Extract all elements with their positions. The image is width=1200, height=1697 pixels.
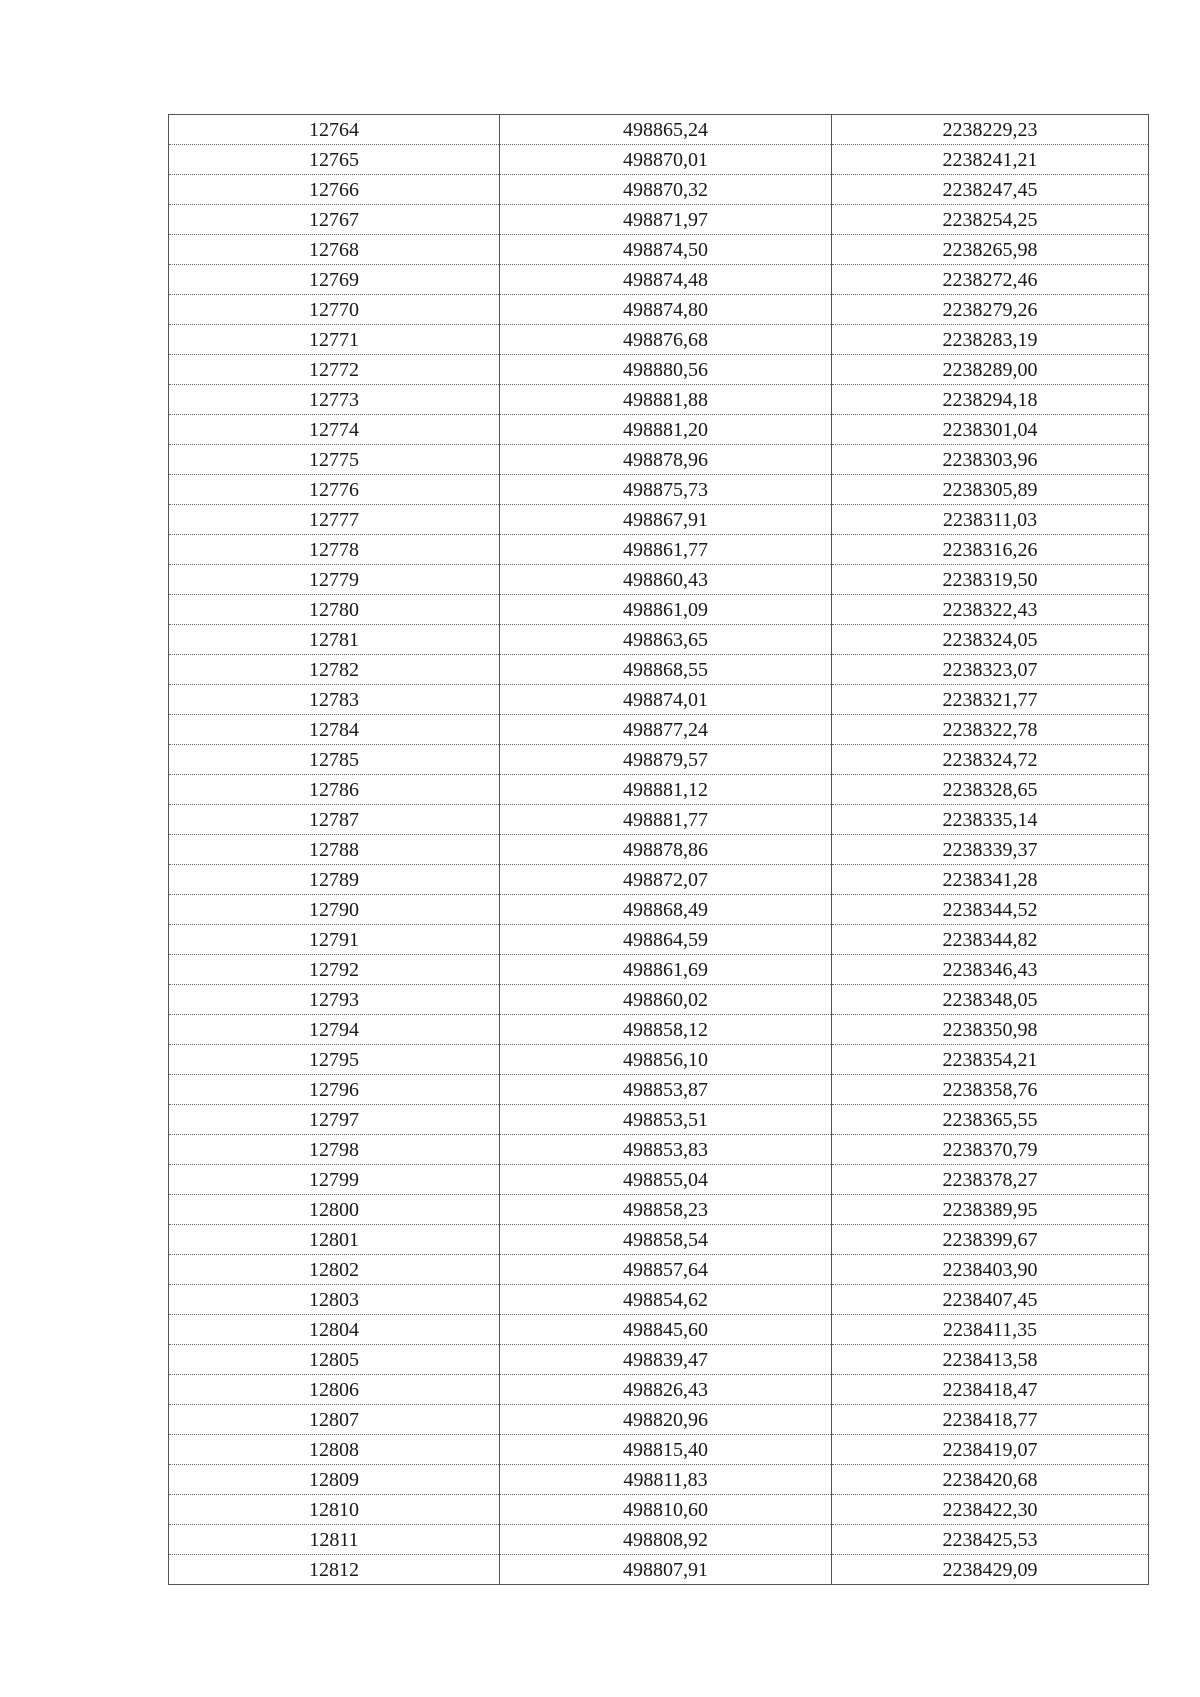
x-coordinate-cell: 498858,54: [500, 1225, 832, 1255]
table-row: [169, 535, 1149, 565]
table-row: [169, 295, 1149, 325]
point-number-cell: 12783: [169, 685, 500, 715]
x-coordinate-cell: 498861,77: [500, 535, 832, 565]
table-row: [169, 175, 1149, 205]
point-number-cell: 12774: [169, 415, 500, 445]
y-coordinate-cell: 2238322,78: [832, 715, 1149, 745]
x-coordinate-cell: 498861,69: [500, 955, 832, 985]
x-coordinate-cell: 498839,47: [500, 1345, 832, 1375]
x-coordinate-cell: 498854,62: [500, 1285, 832, 1315]
y-coordinate-cell: 2238346,43: [832, 955, 1149, 985]
table-row: [169, 805, 1149, 835]
y-coordinate-cell: 2238247,45: [832, 175, 1149, 205]
y-coordinate-cell: 2238344,82: [832, 925, 1149, 955]
y-coordinate-cell: 2238365,55: [832, 1105, 1149, 1135]
table-row: [169, 505, 1149, 535]
point-number-cell: 12800: [169, 1195, 500, 1225]
y-coordinate-cell: 2238418,47: [832, 1375, 1149, 1405]
table-row: [169, 325, 1149, 355]
table-row: [169, 715, 1149, 745]
x-coordinate-cell: 498877,24: [500, 715, 832, 745]
y-coordinate-cell: 2238403,90: [832, 1255, 1149, 1285]
y-coordinate-cell: 2238265,98: [832, 235, 1149, 265]
x-coordinate-cell: 498868,49: [500, 895, 832, 925]
x-coordinate-cell: 498853,83: [500, 1135, 832, 1165]
point-number-cell: 12764: [169, 115, 500, 145]
x-coordinate-cell: 498878,96: [500, 445, 832, 475]
x-coordinate-cell: 498872,07: [500, 865, 832, 895]
point-number-cell: 12802: [169, 1255, 500, 1285]
y-coordinate-cell: 2238335,14: [832, 805, 1149, 835]
table-row: [169, 1225, 1149, 1255]
point-number-cell: 12769: [169, 265, 500, 295]
x-coordinate-cell: 498845,60: [500, 1315, 832, 1345]
y-coordinate-cell: 2238322,43: [832, 595, 1149, 625]
x-coordinate-cell: 498811,83: [500, 1465, 832, 1495]
x-coordinate-cell: 498826,43: [500, 1375, 832, 1405]
table-row: [169, 145, 1149, 175]
y-coordinate-cell: 2238321,77: [832, 685, 1149, 715]
y-coordinate-cell: 2238301,04: [832, 415, 1149, 445]
y-coordinate-cell: 2238399,67: [832, 1225, 1149, 1255]
point-number-cell: 12768: [169, 235, 500, 265]
y-coordinate-cell: 2238289,00: [832, 355, 1149, 385]
x-coordinate-cell: 498874,80: [500, 295, 832, 325]
table-row: [169, 625, 1149, 655]
point-number-cell: 12779: [169, 565, 500, 595]
y-coordinate-cell: 2238324,05: [832, 625, 1149, 655]
x-coordinate-cell: 498878,86: [500, 835, 832, 865]
point-number-cell: 12785: [169, 745, 500, 775]
point-number-cell: 12808: [169, 1435, 500, 1465]
point-number-cell: 12799: [169, 1165, 500, 1195]
table-row: [169, 1555, 1149, 1585]
x-coordinate-cell: 498853,51: [500, 1105, 832, 1135]
coordinates-table-body: [169, 115, 1149, 1585]
table-row: [169, 1465, 1149, 1495]
table-row: [169, 385, 1149, 415]
y-coordinate-cell: 2238229,23: [832, 115, 1149, 145]
x-coordinate-cell: 498861,09: [500, 595, 832, 625]
y-coordinate-cell: 2238419,07: [832, 1435, 1149, 1465]
y-coordinate-cell: 2238348,05: [832, 985, 1149, 1015]
x-coordinate-cell: 498807,91: [500, 1555, 832, 1585]
point-number-cell: 12805: [169, 1345, 500, 1375]
y-coordinate-cell: 2238303,96: [832, 445, 1149, 475]
x-coordinate-cell: 498874,50: [500, 235, 832, 265]
point-number-cell: 12772: [169, 355, 500, 385]
table-row: [169, 1435, 1149, 1465]
y-coordinate-cell: 2238319,50: [832, 565, 1149, 595]
x-coordinate-cell: 498881,12: [500, 775, 832, 805]
y-coordinate-cell: 2238305,89: [832, 475, 1149, 505]
x-coordinate-cell: 498880,56: [500, 355, 832, 385]
point-number-cell: 12777: [169, 505, 500, 535]
y-coordinate-cell: 2238358,76: [832, 1075, 1149, 1105]
x-coordinate-cell: 498875,73: [500, 475, 832, 505]
point-number-cell: 12776: [169, 475, 500, 505]
table-row: [169, 925, 1149, 955]
y-coordinate-cell: 2238407,45: [832, 1285, 1149, 1315]
table-row: [169, 1315, 1149, 1345]
y-coordinate-cell: 2238283,19: [832, 325, 1149, 355]
point-number-cell: 12795: [169, 1045, 500, 1075]
point-number-cell: 12787: [169, 805, 500, 835]
y-coordinate-cell: 2238328,65: [832, 775, 1149, 805]
table-row: [169, 1345, 1149, 1375]
point-number-cell: 12780: [169, 595, 500, 625]
table-row: [169, 265, 1149, 295]
x-coordinate-cell: 498855,04: [500, 1165, 832, 1195]
table-row: [169, 985, 1149, 1015]
x-coordinate-cell: 498864,59: [500, 925, 832, 955]
y-coordinate-cell: 2238389,95: [832, 1195, 1149, 1225]
point-number-cell: 12798: [169, 1135, 500, 1165]
x-coordinate-cell: 498863,65: [500, 625, 832, 655]
point-number-cell: 12804: [169, 1315, 500, 1345]
y-coordinate-cell: 2238370,79: [832, 1135, 1149, 1165]
point-number-cell: 12807: [169, 1405, 500, 1435]
point-number-cell: 12794: [169, 1015, 500, 1045]
point-number-cell: 12809: [169, 1465, 500, 1495]
point-number-cell: 12770: [169, 295, 500, 325]
point-number-cell: 12796: [169, 1075, 500, 1105]
x-coordinate-cell: 498874,01: [500, 685, 832, 715]
point-number-cell: 12784: [169, 715, 500, 745]
table-row: [169, 235, 1149, 265]
table-row: [169, 835, 1149, 865]
x-coordinate-cell: 498867,91: [500, 505, 832, 535]
point-number-cell: 12797: [169, 1105, 500, 1135]
x-coordinate-cell: 498858,12: [500, 1015, 832, 1045]
table-row: [169, 685, 1149, 715]
y-coordinate-cell: 2238418,77: [832, 1405, 1149, 1435]
table-row: [169, 1135, 1149, 1165]
table-row: [169, 745, 1149, 775]
table-row: [169, 415, 1149, 445]
x-coordinate-cell: 498858,23: [500, 1195, 832, 1225]
table-row: [169, 475, 1149, 505]
point-number-cell: 12792: [169, 955, 500, 985]
table-row: [169, 115, 1149, 145]
y-coordinate-cell: 2238420,68: [832, 1465, 1149, 1495]
table-row: [169, 1045, 1149, 1075]
table-row: [169, 1495, 1149, 1525]
point-number-cell: 12801: [169, 1225, 500, 1255]
y-coordinate-cell: 2238272,46: [832, 265, 1149, 295]
y-coordinate-cell: 2238350,98: [832, 1015, 1149, 1045]
y-coordinate-cell: 2238324,72: [832, 745, 1149, 775]
table-row: [169, 1165, 1149, 1195]
table-row: [169, 1195, 1149, 1225]
x-coordinate-cell: 498868,55: [500, 655, 832, 685]
x-coordinate-cell: 498857,64: [500, 1255, 832, 1285]
point-number-cell: 12806: [169, 1375, 500, 1405]
x-coordinate-cell: 498860,02: [500, 985, 832, 1015]
point-number-cell: 12786: [169, 775, 500, 805]
point-number-cell: 12811: [169, 1525, 500, 1555]
x-coordinate-cell: 498853,87: [500, 1075, 832, 1105]
x-coordinate-cell: 498871,97: [500, 205, 832, 235]
table-row: [169, 1525, 1149, 1555]
x-coordinate-cell: 498810,60: [500, 1495, 832, 1525]
y-coordinate-cell: 2238425,53: [832, 1525, 1149, 1555]
point-number-cell: 12803: [169, 1285, 500, 1315]
x-coordinate-cell: 498881,77: [500, 805, 832, 835]
table-row: [169, 1015, 1149, 1045]
point-number-cell: 12766: [169, 175, 500, 205]
table-row: [169, 1075, 1149, 1105]
point-number-cell: 12765: [169, 145, 500, 175]
table-row: [169, 595, 1149, 625]
x-coordinate-cell: 498874,48: [500, 265, 832, 295]
table-row: [169, 205, 1149, 235]
y-coordinate-cell: 2238279,26: [832, 295, 1149, 325]
x-coordinate-cell: 498815,40: [500, 1435, 832, 1465]
table-row: [169, 895, 1149, 925]
table-row: [169, 355, 1149, 385]
point-number-cell: 12782: [169, 655, 500, 685]
table-row: [169, 655, 1149, 685]
y-coordinate-cell: 2238354,21: [832, 1045, 1149, 1075]
y-coordinate-cell: 2238339,37: [832, 835, 1149, 865]
y-coordinate-cell: 2238294,18: [832, 385, 1149, 415]
x-coordinate-cell: 498879,57: [500, 745, 832, 775]
table-row: [169, 1375, 1149, 1405]
point-number-cell: 12791: [169, 925, 500, 955]
table-row: [169, 955, 1149, 985]
point-number-cell: 12775: [169, 445, 500, 475]
y-coordinate-cell: 2238411,35: [832, 1315, 1149, 1345]
x-coordinate-cell: 498860,43: [500, 565, 832, 595]
x-coordinate-cell: 498808,92: [500, 1525, 832, 1555]
point-number-cell: 12788: [169, 835, 500, 865]
y-coordinate-cell: 2238378,27: [832, 1165, 1149, 1195]
x-coordinate-cell: 498881,88: [500, 385, 832, 415]
table-row: [169, 445, 1149, 475]
point-number-cell: 12778: [169, 535, 500, 565]
x-coordinate-cell: 498820,96: [500, 1405, 832, 1435]
y-coordinate-cell: 2238413,58: [832, 1345, 1149, 1375]
table-row: [169, 865, 1149, 895]
point-number-cell: 12812: [169, 1555, 500, 1585]
y-coordinate-cell: 2238316,26: [832, 535, 1149, 565]
table-row: [169, 1255, 1149, 1285]
point-number-cell: 12781: [169, 625, 500, 655]
table-row: [169, 1105, 1149, 1135]
y-coordinate-cell: 2238344,52: [832, 895, 1149, 925]
table-row: [169, 1285, 1149, 1315]
point-number-cell: 12773: [169, 385, 500, 415]
x-coordinate-cell: 498881,20: [500, 415, 832, 445]
x-coordinate-cell: 498870,01: [500, 145, 832, 175]
point-number-cell: 12771: [169, 325, 500, 355]
x-coordinate-cell: 498870,32: [500, 175, 832, 205]
y-coordinate-cell: 2238241,21: [832, 145, 1149, 175]
coordinates-table: [168, 114, 1149, 1585]
table-row: [169, 775, 1149, 805]
table-row: [169, 565, 1149, 595]
point-number-cell: 12789: [169, 865, 500, 895]
x-coordinate-cell: 498876,68: [500, 325, 832, 355]
point-number-cell: 12810: [169, 1495, 500, 1525]
x-coordinate-cell: 498856,10: [500, 1045, 832, 1075]
y-coordinate-cell: 2238323,07: [832, 655, 1149, 685]
x-coordinate-cell: 498865,24: [500, 115, 832, 145]
y-coordinate-cell: 2238422,30: [832, 1495, 1149, 1525]
point-number-cell: 12790: [169, 895, 500, 925]
table-row: [169, 1405, 1149, 1435]
y-coordinate-cell: 2238341,28: [832, 865, 1149, 895]
point-number-cell: 12767: [169, 205, 500, 235]
y-coordinate-cell: 2238254,25: [832, 205, 1149, 235]
y-coordinate-cell: 2238311,03: [832, 505, 1149, 535]
point-number-cell: 12793: [169, 985, 500, 1015]
y-coordinate-cell: 2238429,09: [832, 1555, 1149, 1585]
